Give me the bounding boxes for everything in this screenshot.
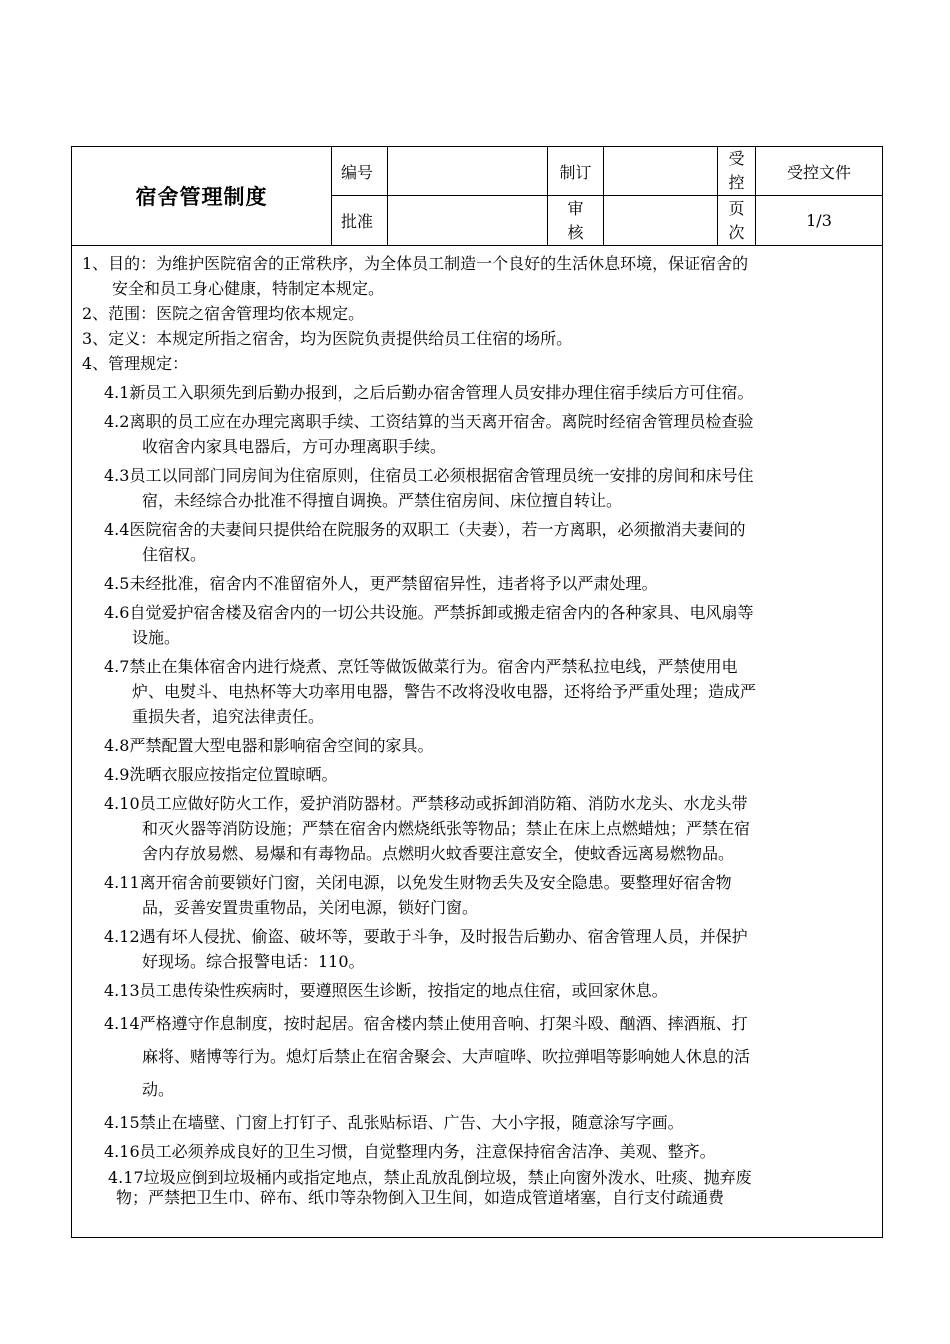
rule-item-line: 4.7禁止在集体宿舍内进行烧煮、烹饪等做饭做菜行为。宿舍内严禁私拉电线，严禁使用电 (104, 657, 738, 676)
page-label (718, 196, 756, 245)
code-label: 编号 (332, 147, 388, 196)
rule-item-line: 品，妥善安置贵重物品，关闭电源，锁好门窗。 (142, 898, 479, 917)
rule-item (72, 380, 882, 405)
rule-item-line: 好现场。综合报警电话：110。 (142, 952, 365, 971)
rule-item (72, 1110, 882, 1135)
rule-item-line: 物；严禁把卫生巾、碎布、纸巾等杂物倒入卫生间，如造成管道堵塞，自行支付疏通费 (116, 1188, 725, 1207)
rule-item (72, 762, 882, 787)
review-value (604, 196, 718, 245)
rule-item (72, 409, 882, 459)
approve-value (388, 196, 548, 245)
rule-item-line: 4.10员工应做好防火工作，爱护消防器材。严禁移动或拆卸消防箱、消防水龙头、水龙头带 (104, 794, 748, 813)
document-body (72, 246, 882, 1208)
rule-item-line: 4.9洗晒衣服应按指定位置晾晒。 (104, 765, 338, 784)
paragraph-rules-heading: 4、管理规定： (82, 354, 189, 373)
rule-item-line: 4.15禁止在墙壁、门窗上打钉子、乱张贴标语、广告、大小字报，随意涂写字画。 (104, 1113, 684, 1132)
document-form (71, 146, 883, 1238)
rule-item-line: 4.1新员工入职须先到后勤办报到，之后后勤办宿舍管理人员安排办理住宿手续后方可住宿。 (104, 383, 754, 402)
document-title: 宿舍管理制度 (72, 147, 332, 245)
paragraph-scope: 2、范围：医院之宿舍管理均依本规定。 (82, 304, 365, 323)
page-label-2: 次 (728, 222, 745, 242)
rule-item-line: 麻将、赌博等行为。熄灯后禁止在宿舍聚会、大声喧哗、吹拉弹唱等影响她人休息的活 (142, 1047, 751, 1066)
control-label-1: 受 (728, 149, 745, 168)
rule-item-line: 4.11离开宿舍前要锁好门窗，关闭电源，以免发生财物丢失及安全隐患。要整理好宿舍物 (104, 873, 732, 892)
rule-item (72, 571, 882, 596)
rule-item (72, 463, 882, 513)
rule-item-line: 4.14严格遵守作息制度，按时起居。宿舍楼内禁止使用音响、打架斗殴、酗酒、摔酒瓶、打 (104, 1014, 748, 1033)
rule-item (72, 1007, 882, 1106)
rule-item (72, 1168, 882, 1208)
rule-item-line: 4.16员工必须养成良好的卫生习惯，自觉整理内务，注意保持宿舍洁净、美观、整齐。 (104, 1142, 716, 1161)
rule-item (72, 791, 882, 866)
review-label-1: 审 (567, 198, 584, 218)
rule-item-line: 4.5未经批准，宿舍内不准留宿外人，更严禁留宿异性，违者将予以严肃处理。 (104, 574, 658, 593)
rule-item-line: 设施。 (132, 628, 181, 647)
approve-label: 批准 (332, 196, 388, 245)
review-label-2: 核 (567, 222, 584, 242)
rules-list (72, 380, 882, 1208)
rule-item (72, 654, 882, 729)
paragraph-purpose (72, 251, 882, 301)
header-table (72, 147, 882, 246)
rule-item-line: 和灭火器等消防设施；严禁在宿舍内燃烧纸张等物品；禁止在床上点燃蜡烛；严禁在宿 (142, 819, 751, 838)
rule-item-line: 4.4医院宿舍的夫妻间只提供给在院服务的双职工（夫妻），若一方离职，必须撤消夫妻间的 (104, 520, 746, 539)
page-label-1: 页 (728, 198, 745, 218)
rule-item (72, 600, 882, 650)
rule-item-line: 4.12遇有坏人侵扰、偷盗、破坏等，要敢于斗争，及时报告后勤办、宿舍管理人员，并保护 (104, 927, 748, 946)
control-label-2: 控 (728, 173, 745, 192)
rule-item (72, 978, 882, 1003)
rule-item (72, 733, 882, 758)
rule-item (72, 517, 882, 567)
rule-item (72, 1139, 882, 1164)
purpose-line-1: 1、目的：为维护医院宿舍的正常秩序，为全体员工制造一个良好的生活休息环境，保证宿舍的 (82, 254, 749, 273)
rule-item-line: 住宿权。 (142, 545, 207, 564)
rule-item-line: 4.17垃圾应倒到垃圾桶内或指定地点，禁止乱放乱倒垃圾，禁止向窗外泼水、吐痰、抛弃废 (108, 1168, 752, 1187)
made-value (604, 147, 718, 196)
rule-item-line: 4.6自觉爱护宿舍楼及宿舍内的一切公共设施。严禁拆卸或搬走宿舍内的各种家具、电风扇等 (104, 603, 754, 622)
rule-item-line: 4.8严禁配置大型电器和影响宿舍空间的家具。 (104, 736, 434, 755)
review-label (548, 196, 604, 245)
rule-item (72, 924, 882, 974)
code-value (388, 147, 548, 196)
paragraph-definition: 3、定义：本规定所指之宿舍，均为医院负责提供给员工住宿的场所。 (82, 329, 573, 348)
rule-item-line: 4.2离职的员工应在办理完离职手续、工资结算的当天离开宿舍。离院时经宿舍管理员检查验 (104, 412, 754, 431)
rule-item-line: 收宿舍内家具电器后，方可办理离职手续。 (142, 437, 447, 456)
page-value: 1/3 (806, 211, 832, 230)
purpose-line-2: 安全和员工身心健康，特制定本规定。 (112, 279, 385, 298)
rule-item-line: 宿，未经综合办批准不得擅自调换。严禁住宿房间、床位擅自转让。 (142, 491, 623, 510)
control-label (718, 147, 756, 196)
control-value: 受控文件 (756, 147, 882, 196)
rule-item-line: 炉、电熨斗、电热杯等大功率用电器，警告不改将没收电器，还将给予严重处理；造成严 (132, 682, 757, 701)
header-grid (332, 147, 882, 245)
rule-item-line: 动。 (142, 1080, 175, 1099)
rule-item-line: 4.3员工以同部门同房间为住宿原则，住宿员工必须根据宿舍管理员统一安排的房间和床号住 (104, 466, 754, 485)
rule-item-line: 舍内存放易燃、易爆和有毒物品。点燃明火蚊香要注意安全，使蚊香远离易燃物品。 (142, 844, 735, 863)
made-label: 制订 (548, 147, 604, 196)
rule-item-line: 重损失者，追究法律责任。 (132, 707, 325, 726)
rule-item-line: 4.13员工患传染性疾病时，要遵照医生诊断，按指定的地点住宿，或回家休息。 (104, 981, 668, 1000)
rule-item (72, 870, 882, 920)
